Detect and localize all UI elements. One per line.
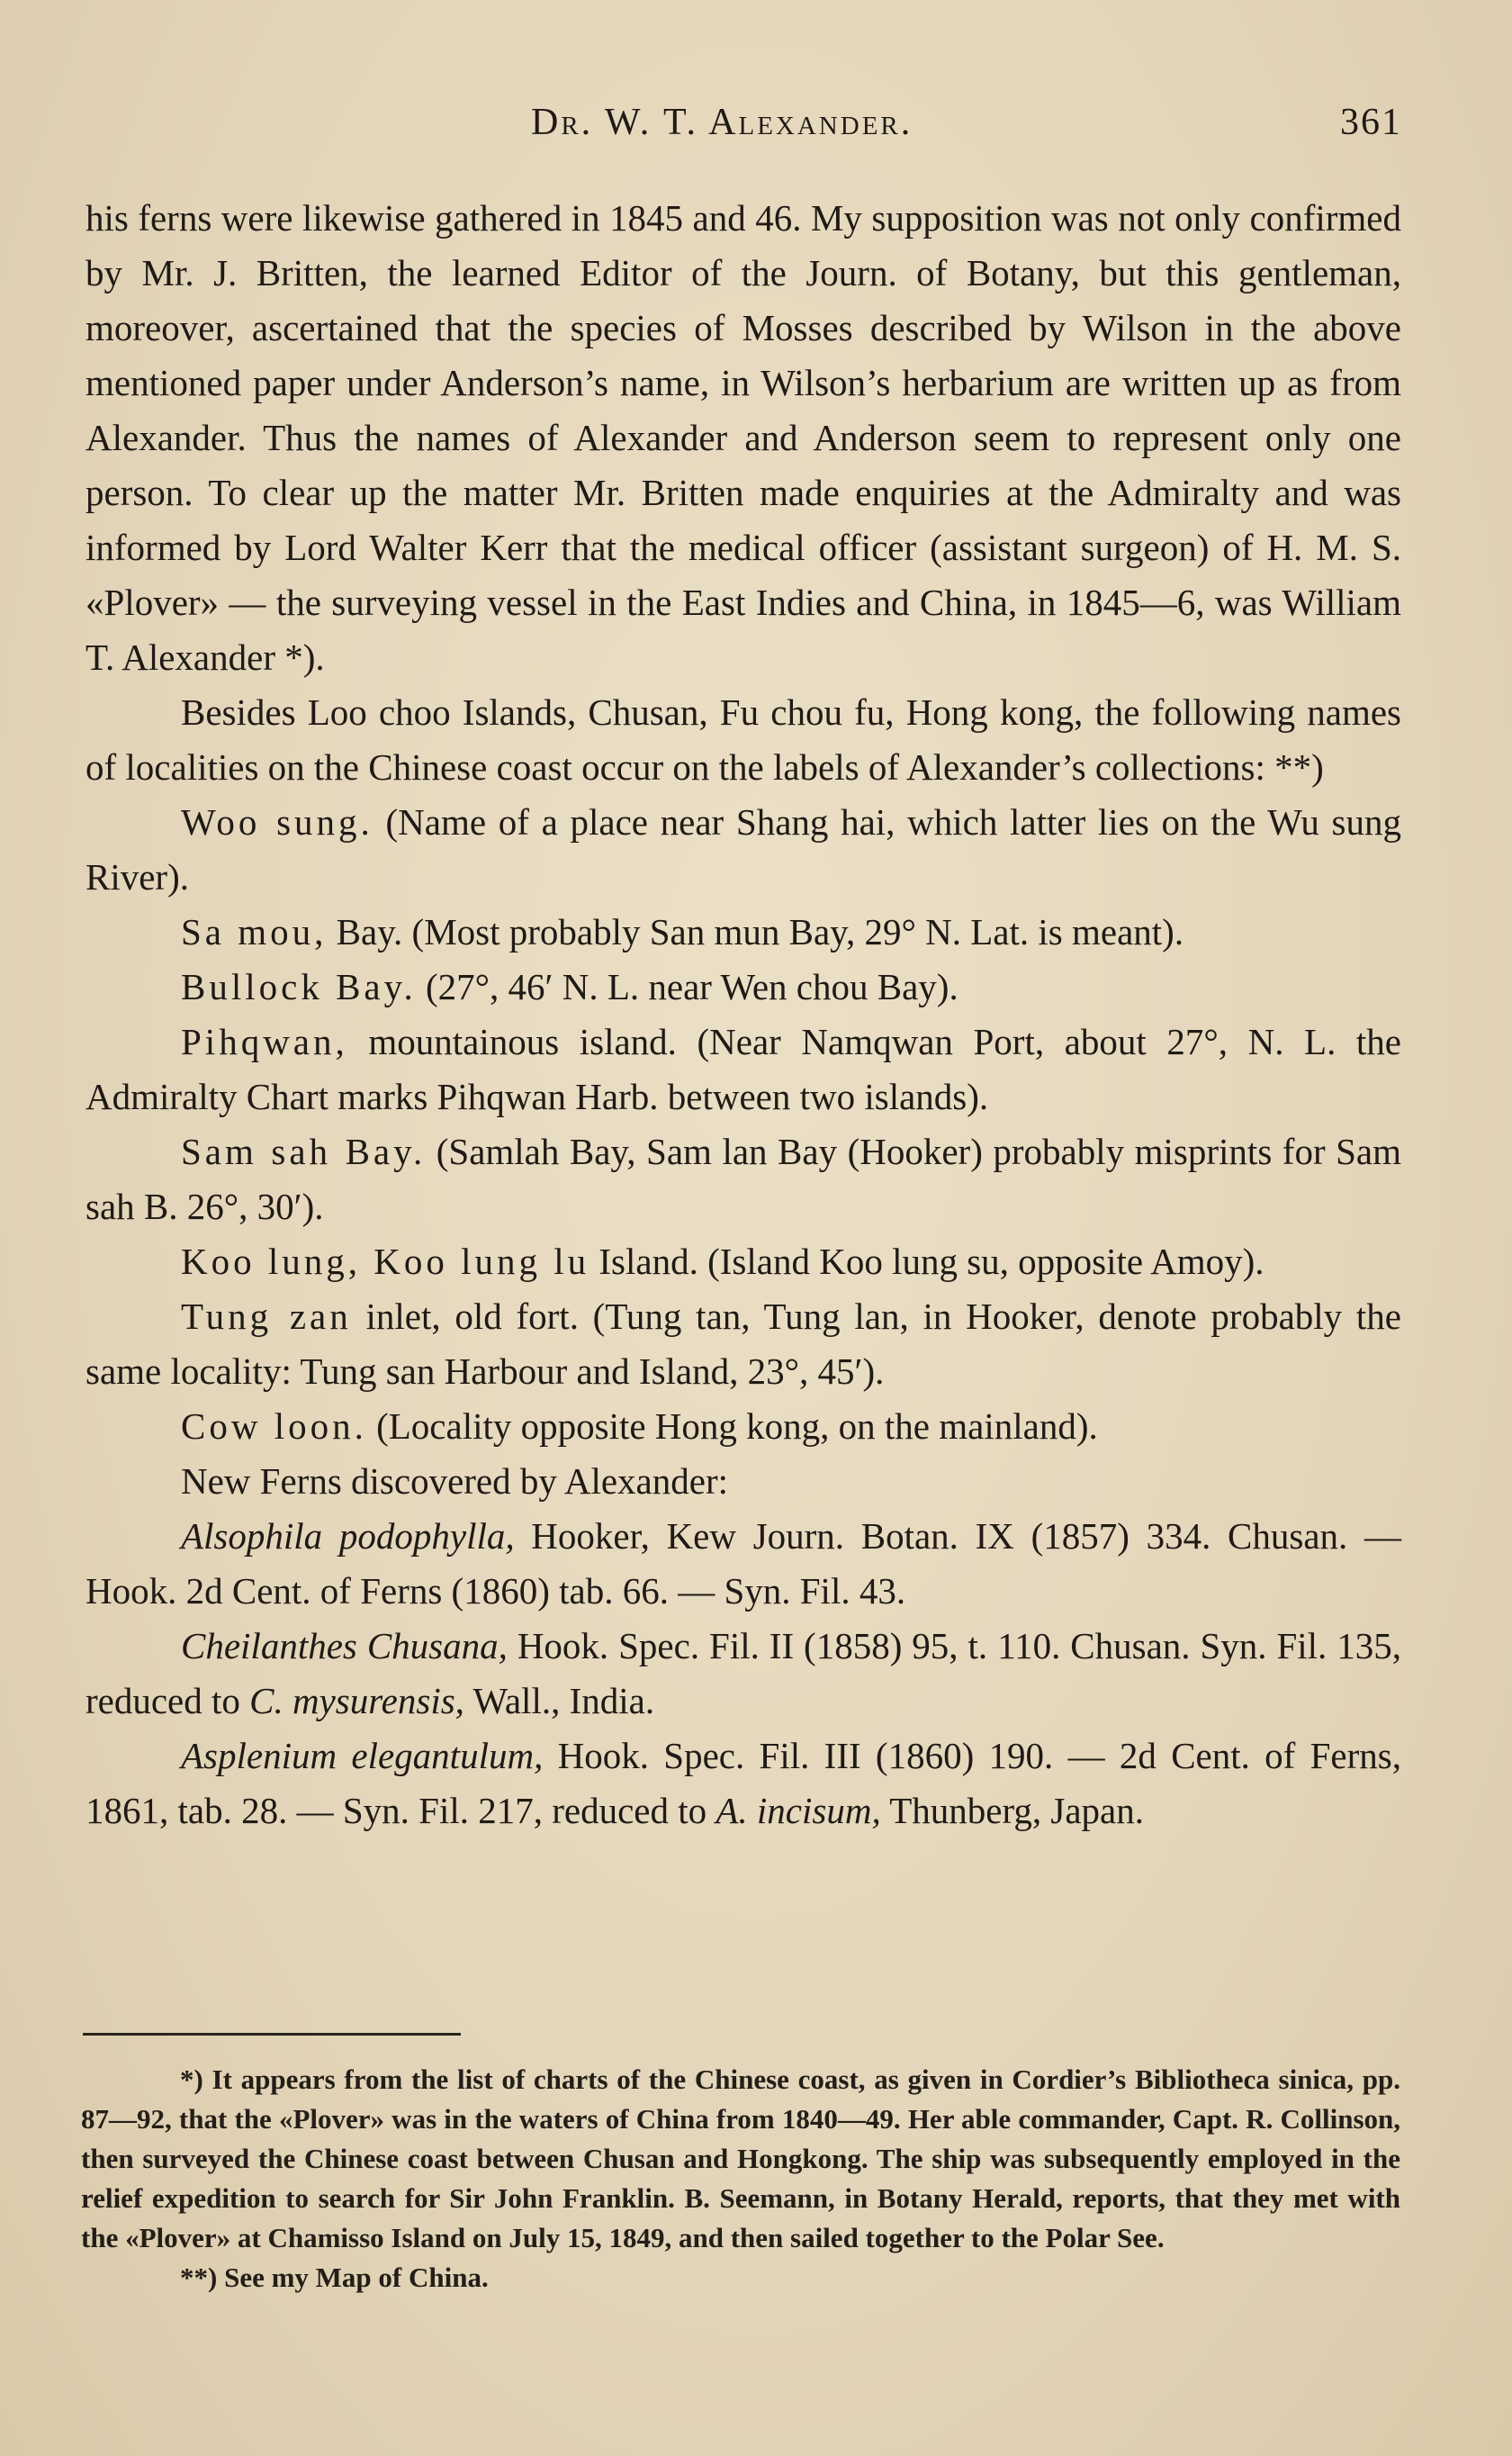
species-name: Cheilanthes Chusana,: [181, 1625, 508, 1666]
place-name: Tung zan: [181, 1296, 352, 1337]
place-name: Pihqwan,: [181, 1021, 348, 1062]
new-ferns-heading: New Ferns discovered by Alexander:: [181, 1460, 728, 1502]
fern-asplenium: [86, 1729, 1401, 1838]
locality-woo-sung: [86, 795, 1401, 905]
locality-bullock-bay: [86, 960, 1401, 1015]
species-synonym: A. incisum,: [716, 1790, 881, 1831]
locality-note: (Locality opposite Hong kong, on the mainland).: [366, 1405, 1098, 1447]
locality-cow-loon: [86, 1399, 1401, 1454]
species-reference: Hooker, Kew Journ. Botan. IX (1857) 334. Chusan. — Hook. 2d Cent. of Ferns (1860) tab. 66. — Syn. Fil. 43.: [86, 1515, 1401, 1612]
locality-note: mountainous island. (Near Namqwan Port, about 27°, N. L. the Admiralty Chart marks Pihqwan Harb. between two islands).: [86, 1021, 1401, 1117]
body-text: [86, 191, 1401, 1838]
locality-sam-sah-bay: [86, 1124, 1401, 1234]
place-name: Sa mou,: [181, 911, 328, 953]
fern-cheilanthes: [86, 1619, 1401, 1729]
footnotes: [81, 2060, 1400, 2298]
fern-alsophila: [86, 1509, 1401, 1619]
footnote-rule: [83, 2033, 461, 2036]
page-number: 361: [1340, 102, 1402, 143]
running-title: Dr. W. T. Alexander.: [531, 102, 914, 143]
footnote-map: **) See my Map of China.: [180, 2262, 489, 2293]
locality-tung-zan: [86, 1289, 1401, 1399]
paragraph-intro: his ferns were likewise gathered in 1845 and 46. My supposition was not only confirmed by Mr. J. Britten, the learned Editor of the Journ. of Botany, but this gentleman, moreover, ascertained that the species of Mosses described by Wilson in the above mentioned paper under Anderson’s name, in Wilson’s herbarium are written up as from Alexander. Thus the names of Alexander and Anderson seem to represent only one person. To clear up the matter Mr. Britten made enquiries at the Admiralty and was informed by Lord Walter Kerr that the medical officer (assistant surgeon) of H. M. S. «Plover» — the surveying vessel in the East Indies and China, in 1845—6, was William T. Alexander *).: [86, 197, 1401, 678]
locality-note: inlet, old fort. (Tung tan, Tung lan, in Hooker, denote probably the same locality: Tung san Harbour and Island, 23°, 45′).: [86, 1296, 1401, 1392]
species-reference: Wall., India.: [464, 1680, 655, 1721]
locality-sa-mou: [86, 905, 1401, 960]
species-reference: Thunberg, Japan.: [880, 1790, 1144, 1831]
locality-pihqwan: [86, 1015, 1401, 1124]
locality-note: (Name of a place near Shang hai, which latter lies on the Wu sung River).: [86, 801, 1401, 898]
locality-note: (27°, 46′ N. L. near Wen chou Bay).: [416, 966, 958, 1007]
place-name: Bullock Bay.: [181, 966, 417, 1007]
locality-note: (Samlah Bay, Sam lan Bay (Hooker) probably misprints for Sam sah B. 26°, 30′).: [86, 1131, 1401, 1227]
species-name: Asplenium elegantulum,: [181, 1735, 544, 1776]
place-name: Cow loon.: [181, 1405, 367, 1447]
species-reference: Hook. Spec. Fil. II (1858) 95, t. 110. Chusan. Syn. Fil. 135, reduced to: [86, 1625, 1401, 1721]
footnote-plover: *) It appears from the list of charts of the Chinese coast, as given in Cordier’s Bibliotheca sinica, pp. 87—92, that the «Plover» was in the waters of China from 1840—49. Her able commander, Capt. R. Collinson, then surveyed the Chinese coast between Chusan and Hongkong. The ship was subsequently employed in the relief expedition to search for Sir John Franklin. B. Seemann, in Botany Herald, reports, that they met with the «Plover» at Chamisso Island on July 15, 1849, and then sailed together to the Polar See.: [81, 2063, 1400, 2253]
place-name: Sam sah Bay.: [181, 1131, 427, 1172]
species-reference: Hook. Spec. Fil. III (1860) 190. — 2d Cent. of Ferns, 1861, tab. 28. — Syn. Fil. 217, reduced to: [86, 1735, 1401, 1831]
place-name: Koo lung, Koo lung lu: [181, 1241, 590, 1282]
locality-koo-lung: [86, 1234, 1401, 1289]
species-synonym: C. mysurensis,: [249, 1680, 464, 1721]
paragraph-localities: Besides Loo choo Islands, Chusan, Fu chou fu, Hong kong, the following names of localities on the Chinese coast occur on the labels of Alexander’s collections: **): [86, 691, 1401, 788]
locality-note: Island. (Island Koo lung su, opposite Amoy).: [590, 1241, 1264, 1282]
running-head: [0, 101, 1512, 155]
locality-note: Bay. (Most probably San mun Bay, 29° N. Lat. is meant).: [327, 911, 1184, 953]
place-name: Woo sung.: [181, 801, 374, 843]
species-name: Alsophila podophylla,: [181, 1515, 515, 1557]
